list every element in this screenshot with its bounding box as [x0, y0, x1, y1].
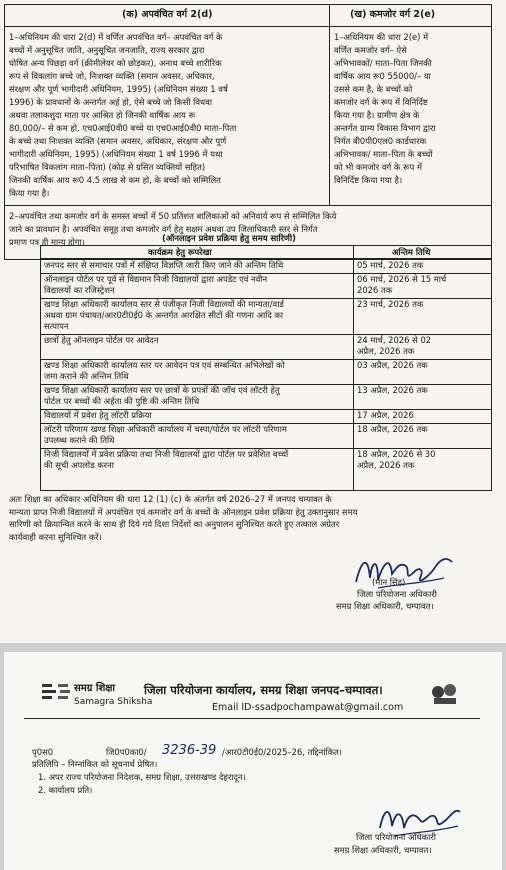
col-b-line: 1–अधिनियम की धारा 2(e) में [334, 32, 429, 42]
reference-number: 3236-39 [162, 743, 217, 758]
schedule-activity-line: निजी विद्यालयों में प्रवेश प्रक्रिया तथा निजी विद्यालयों द्वारा पोर्टल पर प्रवेशित बच्चों [44, 449, 289, 459]
schedule-row-divider [40, 409, 492, 410]
col-a-line: संरक्षण और पूर्ण भागीदारी अधिनियम, 1995) (अधिनियम संख्या 1 वर्ष [9, 84, 228, 94]
schedule-activity-line: विद्यालयों में प्रवेश हेतु लॉटरी प्रक्रिया [44, 410, 152, 420]
schedule-activity-line: छात्रों हेतु ऑनलाइन पोर्टल पर आवेदन [44, 335, 159, 345]
schedule-activity-header: कार्यक्रम हेतु रूपरेखा [148, 247, 212, 257]
col-b-line: अभिभावक/ माता–पिता के बच्चों [334, 149, 433, 159]
col-b-line: निर्गत बी0पी0एल0 कार्डधारक [334, 136, 427, 146]
note-line: प्रमाण पत्र ही मान्य होगा। [9, 237, 85, 247]
schedule-activity-line: खण्ड शिक्षा अधिकारी कार्यालय स्तर पर छात्रों के प्रपत्रों की जाँच एवं लॉटरी हेतु [44, 385, 280, 395]
page2-office: समग्र शिक्षा अधिकारी, चम्पावत। [334, 845, 432, 855]
signatory-office: समग्र शिक्षा अधिकारी, चम्पावत। [336, 601, 434, 611]
schedule-activity-line: की सूची अपलोड करना [44, 460, 114, 470]
schedule-date-line: अप्रैल, 2026 तक [357, 460, 415, 470]
office-email: Email ID-ssadpochampawat@gmail.com [212, 702, 404, 713]
reference-middle: जि0प0का0/ [106, 747, 147, 757]
schedule-activity-line: जनपद स्तर से समाचार पत्रों में संक्षिप्त विज्ञप्ति जारी किए जाने की अन्तिम तिथि [44, 260, 284, 270]
signatory-name: (मान सिंह) [372, 577, 406, 587]
col-b-line: अभिभावकों/ माता–पिता जिनकी [334, 58, 432, 68]
office-title: जिला परियोजना कार्यालय, समग्र शिक्षा जनपद–चम्पावत। [144, 683, 383, 697]
col-b-line: वार्षिक आय रू0 55000/– या [334, 71, 431, 81]
col-b-line: किया गया है। ग्रामीण क्षेत्र के [334, 110, 420, 120]
closing-line: सारिणी को क्रियान्वित करने के साथ ही दिये गये दिशा निर्देशों का अनुपालन सुनिश्चित करते हुए तत्काल अग्रेतर [9, 519, 340, 529]
col-b-line: कमजोर वर्ग के रूप में विनिर्दिष्ट [334, 97, 428, 107]
col-a-line: के बच्चे तथा निःशक्त व्यक्ति (समान अवसर, अधिकार, संरक्षण और पूर्ण [9, 136, 227, 146]
col-a-line: किया गया है। [9, 188, 50, 198]
schedule-row-divider [40, 423, 492, 424]
copy-intro: प्रतिलिपि – निम्नांकित को सूचनार्थ प्रेषित। [32, 759, 158, 769]
schedule-activity-line: खण्ड शिक्षा अधिकारी कार्यालय स्तर पर आवेदन पत्र एवं सम्बन्धित अभिलेखों को [44, 360, 285, 370]
recipient-line: 2. कार्यालय प्रति। [38, 785, 93, 795]
logo-text-hindi: समग्र शिक्षा [74, 683, 116, 694]
schedule-date-line: 18 अप्रैल, 2026 से 30 [357, 449, 436, 459]
closing-line: मान्यता प्राप्त निजी विद्यालयों में अपवंचित एवं कमजोर वर्ग के बच्चों के ऑनलाइन प्रवेश प्रक्रिया हेतु उक्तानुसार समय [9, 506, 358, 517]
letter-page-2 [4, 652, 502, 870]
schedule-activity-line: सत्यापन [44, 321, 69, 331]
col-b-line: विनिर्दिष्ट किया गया है। [334, 175, 403, 185]
schedule-date-header: अन्तिम तिथि [392, 247, 431, 257]
note-line: 2–अपवंचित तथा कमजोर वर्ग के समस्त बच्चों में 50 प्रतिशत बालिकाओं को अनिवार्य रूप से सम्मिलित किये [9, 211, 337, 221]
schedule-activity-line: जमा कराने की अन्तिम तिथि [44, 371, 129, 381]
schedule-title: (ऑनलाइन प्रवेश प्रक्रिया हेतु समय सारिणी) [162, 233, 296, 243]
note-line: जाने का प्रावधान है। अपवंचित समूह तथा कमजोर वर्ग हेतु सक्षम अथवा उप जिलाधिकारी स्तर से निर्गत [9, 224, 318, 234]
col-b-line: उससे कम है, के बच्चों को [334, 84, 413, 94]
col-a-line: भागीदारी अधिनियम, 1995) (अधिनियम संख्या 1 वर्ष 1996 में यथा [9, 149, 223, 159]
samagra-shiksha-logo-icon [42, 682, 70, 702]
closing-line: अतः शिक्षा का अधिकार अधिनियम की धारा 12 (1) (c) के अंतर्गत वर्ष 2026–27 में जनपद चम्पावत के [9, 494, 332, 504]
reference-suffix: /आर0टी0ई0/2025–26, तद्दिनांकित। [222, 747, 342, 757]
schedule-activity-line: ऑनलाइन पोर्टल पर पूर्व से विद्यमान निजी विद्यालयों द्वारा अपडेट एवं नवीन [44, 274, 268, 284]
col-b-line: को भी कमजोर वर्ग के रूप में [334, 162, 422, 172]
col-a-line: अथवा तलाकशुदा माता पर आश्रित हो जिनकी वार्षिक आय रू [9, 110, 196, 120]
col-a-line: जिनकी वार्षिक आय रू0 4.5 लाख से कम हो, के बच्चों को सम्मिलित [9, 175, 221, 185]
schedule-date-line: 06 मार्च, 2026 से 15 मार्च [357, 274, 447, 284]
schedule-row-divider [40, 384, 492, 385]
col-a-line: रूप से विकलांग बच्चे जो, निःशक्त व्यक्ति (समान अवसर, अधिकार, [9, 71, 215, 81]
col-a-line: 1996) के प्रावधानों के अन्तर्गत अर्ह हो, ऐसे बच्चे जो किसी विधवा [9, 97, 212, 107]
logo-text-english: Samagra Shiksha [74, 697, 153, 707]
col-a-line: 80,000/– से कम हो, एच0आई0वी0 बच्चे या एच0आई0वी0 माता–पिता [9, 123, 237, 133]
schedule-activity-line: विद्यालयों का रजिस्ट्रेशन [44, 285, 115, 295]
reference-prefix: पृ0स0 [32, 747, 54, 757]
schedule-date-line: 18 अप्रैल, 2026 तक [357, 424, 428, 434]
page2-designation: जिला परियोजना अधिकारी [356, 832, 436, 842]
recipient-line: 1. अपर राज्य परियोजना निदेशक, समग्र शिक्षा, उत्तराखण्ड देहरादून। [38, 772, 246, 782]
schedule-date-line: 2026 तक [357, 285, 393, 295]
schedule-date-line: 05 मार्च, 2026 तक [357, 260, 424, 270]
schedule-activity-line: खण्ड शिक्षा अधिकारी कार्यालय स्तर से पंजीकृत निजी विद्यालयों की मान्यता/वार्ड [44, 299, 284, 309]
closing-line: कार्यवाही करना सुनिश्चित करें। [9, 531, 102, 542]
signatory-designation: जिला परियोजना अधिकारी [357, 589, 437, 599]
schedule-date-line: 13 अप्रैल, 2026 तक [357, 385, 428, 395]
col-a-line: बच्चों में अनुसूचित जाति, अनुसूचित जनजाति, राज्य सरकार द्वारा [9, 45, 205, 55]
schedule-date-line: अप्रैल, 2026 तक [357, 346, 415, 356]
col-a-line: घोषित अन्य पिछड़ा वर्ग (क्रीमीलेयर को छोड़कर), अनाथ बच्चे शारीरिक [9, 58, 222, 68]
schedule-activity-line: अथवा ग्राम पंचायत/आर0टी0ई0 के अन्तर्गत आरक्षित सीटों की गणना आदि का [44, 310, 284, 320]
schedule-row-divider [40, 448, 492, 449]
col-b-header: (ख) कमजोर वर्ग 2(e) [350, 9, 436, 20]
schedule-date-line: 03 अप्रैल, 2026 तक [357, 360, 428, 370]
col-b-line: वर्णित कमजोर वर्ग– ऐसे [334, 45, 407, 55]
schedule-activity-line: उपलब्ध कराने की तिथि [44, 435, 115, 445]
col-a-line: परिभाषित विकलांग माता–पिता) (कोढ़ से ग्रसित व्यक्तियों सहित) [9, 162, 206, 172]
schedule-activity-line: पोर्टल पर बच्चों की अर्हता की पुष्टि की अन्तिम तिथि [44, 396, 200, 406]
schedule-activity-line: लॉटरी परिणाम खण्ड शिक्षा अधिकारी कार्यालय में चस्पा/पोर्टल पर लॉटरी परिणाम [44, 424, 287, 434]
header-divider [24, 718, 480, 719]
schedule-date-line: 17 अप्रैल, 2026 [357, 410, 414, 420]
col-b-line: अन्तर्गत ग्राम्य विकास विभाग द्वारा [334, 123, 436, 133]
schedule-row-divider [40, 334, 492, 335]
col-a-header: (क) अपवंचित वर्ग 2(d) [122, 9, 213, 20]
schedule-row-divider [40, 359, 492, 360]
schedule-row-divider [40, 273, 492, 274]
schedule-date-line: 23 मार्च, 2026 तक [357, 299, 424, 309]
emblem-icon [430, 682, 460, 706]
col-a-line: 1–अधिनियम की धारा 2(d) में वर्णित अपवंचित वर्ग– अपवंचित वर्ग के [9, 32, 223, 42]
schedule-row-divider [40, 298, 492, 299]
schedule-date-line: 24 मार्च, 2026 से 02 [357, 335, 432, 345]
